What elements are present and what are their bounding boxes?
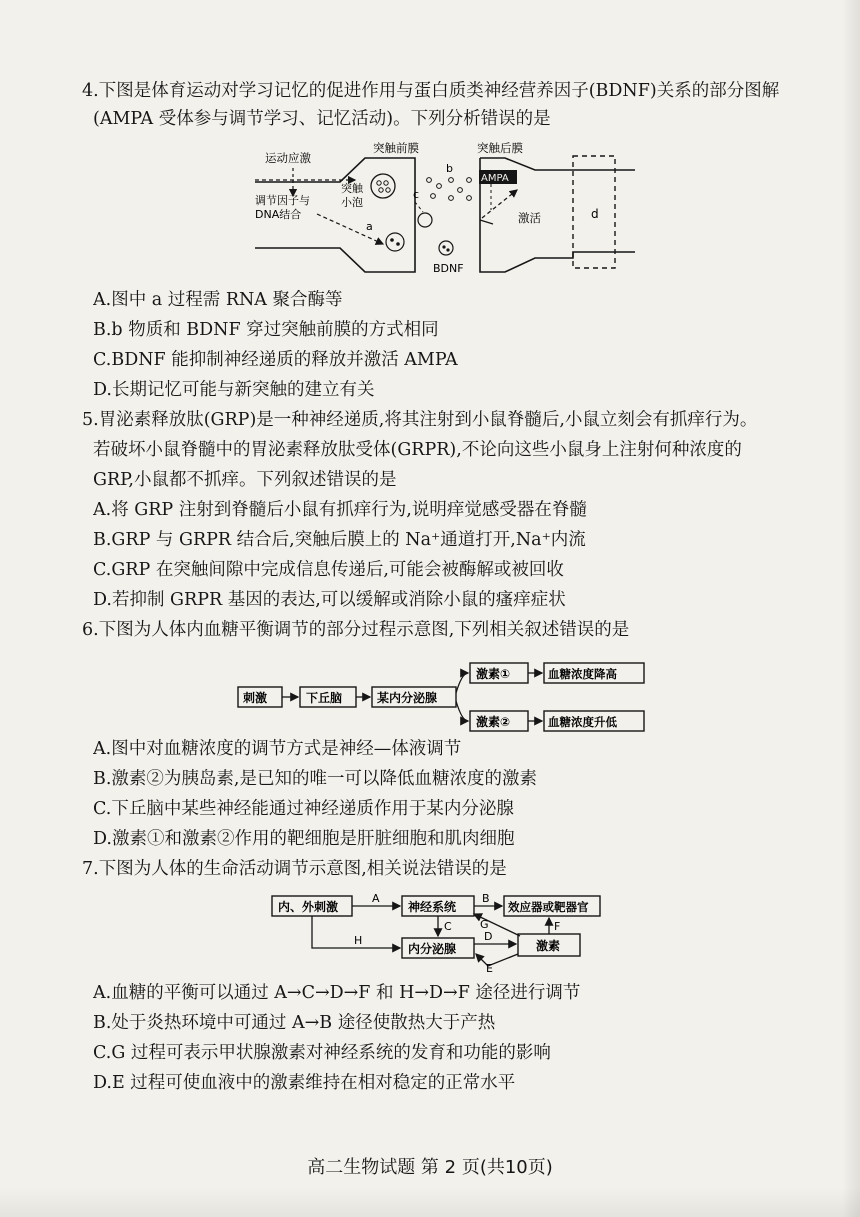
q6-option-c: C.下丘脑中某些神经能通过神经递质作用于某内分泌腺 — [93, 799, 514, 819]
label-a: a — [366, 220, 373, 233]
label-nervous: 神经系统 — [408, 900, 457, 914]
q4-stem-line2: (AMPA 受体参与调节学习、记忆活动)。下列分析错误的是 — [93, 109, 551, 129]
q7-stem: 7.下图为人体的生命活动调节示意图,相关说法错误的是 — [82, 859, 507, 879]
label-hypothalamus: 下丘脑 — [306, 691, 343, 705]
q7-option-c: C.G 过程可表示甲状腺激素对神经系统的发育和功能的影响 — [93, 1043, 551, 1063]
scan-bottom-shadow — [0, 1187, 860, 1217]
label-hormone: 激素 — [536, 939, 561, 953]
label-vesicle-line1: 突触 — [341, 182, 363, 195]
label-d: d — [591, 207, 599, 221]
label-C: C — [444, 920, 452, 933]
q7-regulation-figure — [268, 888, 608, 974]
bdnf-released — [439, 241, 453, 255]
label-increase: 血糖浓度升低 — [548, 715, 617, 729]
label-activate: 激活 — [518, 211, 541, 225]
scan-edge-shadow — [842, 0, 860, 1217]
q7-option-b: B.处于炎热环境中可通过 A→B 途径使散热大于产热 — [93, 1013, 496, 1033]
q6-option-b: B.激素②为胰岛素,是已知的唯一可以降低血糖浓度的激素 — [93, 769, 537, 789]
label-ampa: AMPA — [481, 173, 509, 184]
label-regulator-line1: 调节因子与 — [255, 194, 310, 207]
label-c: c — [413, 188, 420, 201]
q4-synapse-figure — [255, 140, 635, 282]
page-footer: 高二生物试题 第 2 页(共10页) — [307, 1157, 553, 1178]
label-D: D — [484, 930, 493, 943]
q4-option-b: B.b 物质和 BDNF 穿过突触前膜的方式相同 — [93, 320, 439, 340]
label-hormone1: 激素① — [476, 667, 511, 681]
q5-option-c: C.GRP 在突触间隙中完成信息传递后,可能会被酶解或被回收 — [93, 560, 564, 580]
synaptic-vesicle — [371, 174, 395, 198]
label-postsynaptic: 突触后膜 — [477, 141, 523, 155]
q6-option-d: D.激素①和激素②作用的靶细胞是肝脏细胞和肌肉细胞 — [93, 829, 515, 849]
label-decrease: 血糖浓度降高 — [548, 667, 617, 681]
label-sport-stress: 运动应激 — [265, 151, 311, 165]
bdnf-vesicle-1 — [418, 213, 432, 227]
q4-stem-line1: 4.下图是体育运动对学习记忆的促进作用与蛋白质类神经营养因子(BDNF)关系的部分图解 — [82, 81, 780, 101]
q5-option-d: D.若抑制 GRPR 基因的表达,可以缓解或消除小鼠的瘙痒症状 — [93, 590, 566, 610]
label-E: E — [486, 962, 493, 974]
q4-option-c: C.BDNF 能抑制神经递质的释放并激活 AMPA — [93, 350, 458, 370]
q5-stem-line2: 若破坏小鼠脊髓中的胃泌素释放肽受体(GRPR),不论向这些小鼠身上注射何种浓度的 — [93, 440, 742, 460]
label-A: A — [372, 892, 380, 905]
bdnf-vesicle-2 — [386, 233, 404, 251]
label-bdnf: BDNF — [433, 262, 464, 275]
q4-option-a: A.图中 a 过程需 RNA 聚合酶等 — [93, 290, 343, 310]
label-B: B — [482, 892, 490, 905]
label-regulator-line2: DNA结合 — [255, 208, 302, 221]
q5-option-a: A.将 GRP 注射到脊髓后小鼠有抓痒行为,说明痒觉感受器在脊髓 — [93, 500, 587, 520]
q6-glucose-figure — [232, 655, 652, 735]
q5-option-b: B.GRP 与 GRPR 结合后,突触后膜上的 Na⁺通道打开,Na⁺内流 — [93, 530, 586, 550]
label-presynaptic: 突触前膜 — [373, 141, 419, 155]
q7-option-d: D.E 过程可使血液中的激素维持在相对稳定的正常水平 — [93, 1073, 516, 1093]
label-stimuli: 内、外刺激 — [278, 900, 339, 914]
q6-stem: 6.下图为人体内血糖平衡调节的部分过程示意图,下列相关叙述错误的是 — [82, 620, 630, 640]
q5-stem-line1: 5.胃泌素释放肽(GRP)是一种神经递质,将其注射到小鼠脊髓后,小鼠立刻会有抓痒行为。 — [82, 410, 758, 430]
label-hormone2: 激素② — [476, 715, 511, 729]
q7-option-a: A.血糖的平衡可以通过 A→C→D→F 和 H→D→F 途径进行调节 — [93, 983, 581, 1003]
q4-option-d: D.长期记忆可能与新突触的建立有关 — [93, 380, 375, 400]
label-stimulus: 刺激 — [243, 691, 268, 705]
label-G: G — [480, 918, 489, 931]
label-b: b — [446, 162, 453, 175]
label-gland: 某内分泌腺 — [377, 691, 438, 705]
label-H: H — [354, 934, 363, 947]
label-effector: 效应器或靶器官 — [508, 900, 589, 914]
q6-option-a: A.图中对血糖浓度的调节方式是神经—体液调节 — [93, 739, 462, 759]
label-vesicle-line2: 小泡 — [341, 196, 363, 209]
label-F: F — [554, 920, 561, 933]
q5-stem-line3: GRP,小鼠都不抓痒。下列叙述错误的是 — [93, 470, 397, 490]
label-endocrine: 内分泌腺 — [408, 942, 457, 956]
